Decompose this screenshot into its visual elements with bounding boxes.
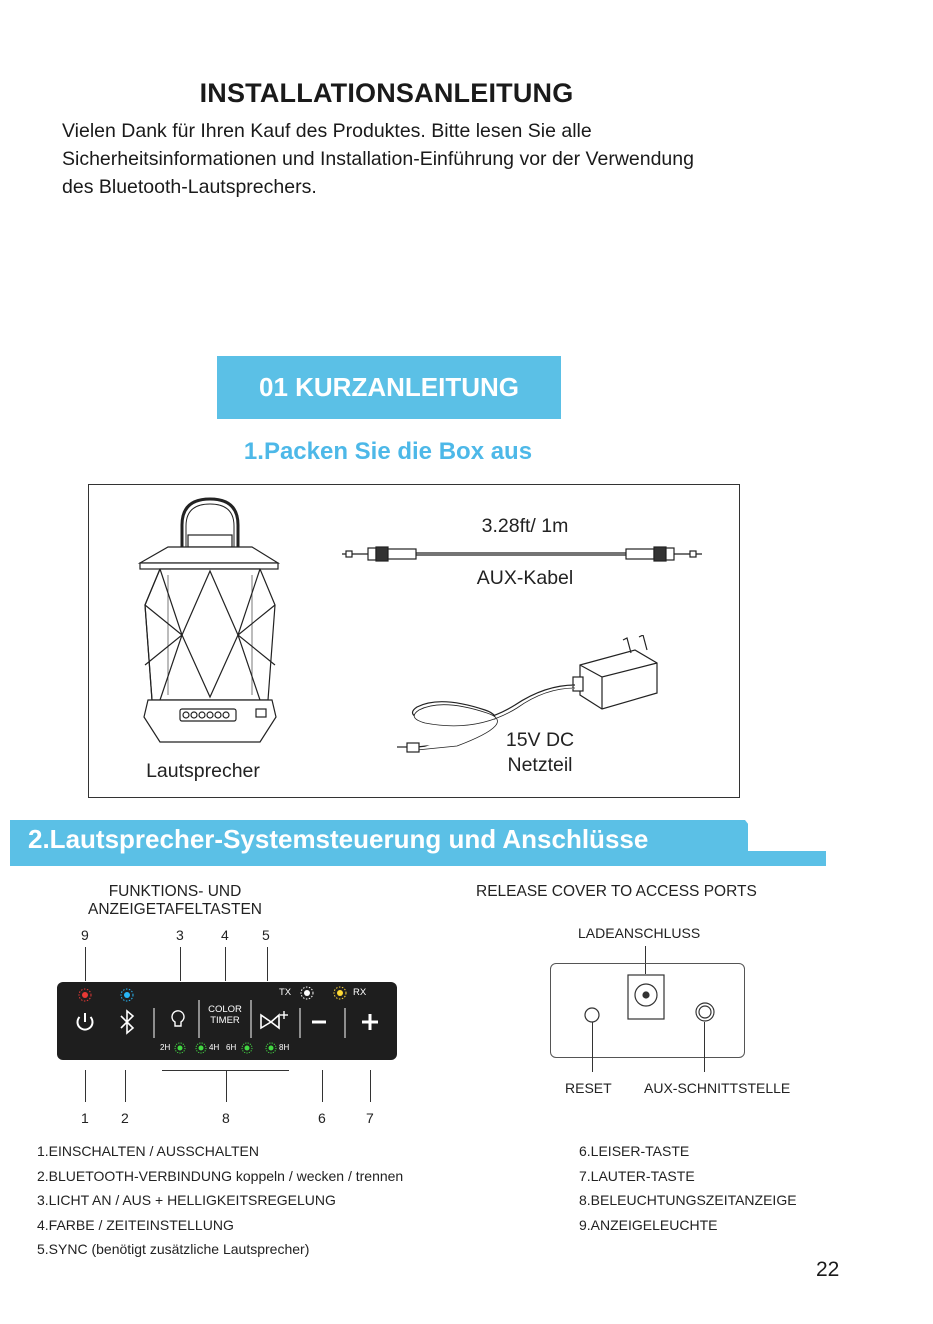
rx-label: RX [353,987,367,998]
volume-up-button[interactable] [355,1008,385,1034]
callout-number: 4 [221,927,229,943]
intro-line: Vielen Dank für Ihren Kauf des Produktes. Bitte lesen Sie alle [62,120,592,142]
sync-button[interactable] [257,1008,291,1034]
timer-8h-label: 8H [279,1043,290,1052]
callout-number: 6 [318,1110,326,1126]
intro-paragraph [62,117,822,201]
aux-port-label: AUX-SCHNITTSTELLE [644,1080,791,1096]
legend-item: 2.BLUETOOTH-VERBINDUNG koppeln / wecken / trennen [37,1167,404,1184]
legend-item: 1.EINSCHALTEN / AUSSCHALTEN [37,1143,259,1159]
tx-label: TX [279,987,292,998]
legend-item: 3.LICHT AN / AUS + HELLIGKEITSREGELUNG [37,1192,336,1208]
intro-line: des Bluetooth-Lautsprechers. [62,176,317,198]
bluetooth-button[interactable] [114,1008,140,1034]
callout-number: 3 [176,927,184,943]
reset-label: RESET [565,1080,612,1096]
panel-heading-line: FUNKTIONS- UND [108,883,242,900]
step-title-unbox: 1.Packen Sie die Box aus [243,438,533,465]
speaker-label: Lautsprecher [146,760,260,782]
timer-4h-label: 4H [209,1043,220,1052]
intro-line: Sicherheitsinformationen und Installation-Einführung vor der Verwendung [62,148,694,170]
legend-item: 4.FARBE / ZEITEINSTELLUNG [37,1216,234,1233]
control-panel [57,982,397,1060]
adapter-label: Netzteil [507,754,573,776]
callout-number: 9 [81,927,89,943]
ports-heading: RELEASE COVER TO ACCESS PORTS [476,883,757,900]
page-number: 22 [816,1258,840,1281]
timer-6h-label: 6H [226,1043,237,1052]
aux-cable-image [340,543,705,565]
legend-left [37,1139,403,1262]
cable-length-label: 3.28ft/ 1m [481,515,569,537]
adapter-voltage-label: 15V DC [505,729,575,751]
legend-right [579,1139,797,1237]
timer-label: TIMER [210,1015,240,1026]
callout-number: 5 [262,927,270,943]
legend-item: 5.SYNC (benötigt zusätzliche Lautsprecher) [37,1241,310,1257]
timer-2h-label: 2H [160,1043,171,1052]
volume-down-button[interactable] [307,1008,333,1034]
panel-heading [60,883,290,919]
callout-number: 8 [222,1110,230,1126]
page-title: INSTALLATIONSANLEITUNG [199,78,574,108]
color-timer-button[interactable] [203,1004,247,1030]
legend-item: 7.LAUTER-TASTE [579,1167,695,1184]
callout-number: 2 [121,1110,129,1126]
section-banner-quickstart: 01 KURZANLEITUNG [217,356,561,419]
callout-number: 7 [366,1110,374,1126]
panel-heading-line: ANZEIGETAFELTASTEN [88,901,262,918]
charging-port-label: LADEANSCHLUSS [578,925,701,941]
ports-graphic [550,963,745,1058]
callout-number: 1 [81,1110,89,1126]
lantern-speaker-image [120,495,290,750]
section-banner-controls [10,820,826,866]
legend-item: 9.ANZEIGELEUCHTE [579,1216,718,1233]
legend-item: 6.LEISER-TASTE [579,1143,690,1159]
section-banner-controls-text: 2.Lautsprecher-Systemsteuerung und Anschlüsse [28,824,649,854]
light-button[interactable] [164,1008,190,1034]
color-label: COLOR [208,1004,242,1015]
aux-cable-label: AUX-Kabel [476,567,574,589]
power-button[interactable] [72,1008,98,1034]
legend-item: 8.BELEUCHTUNGSZEITANZEIGE [579,1192,797,1208]
